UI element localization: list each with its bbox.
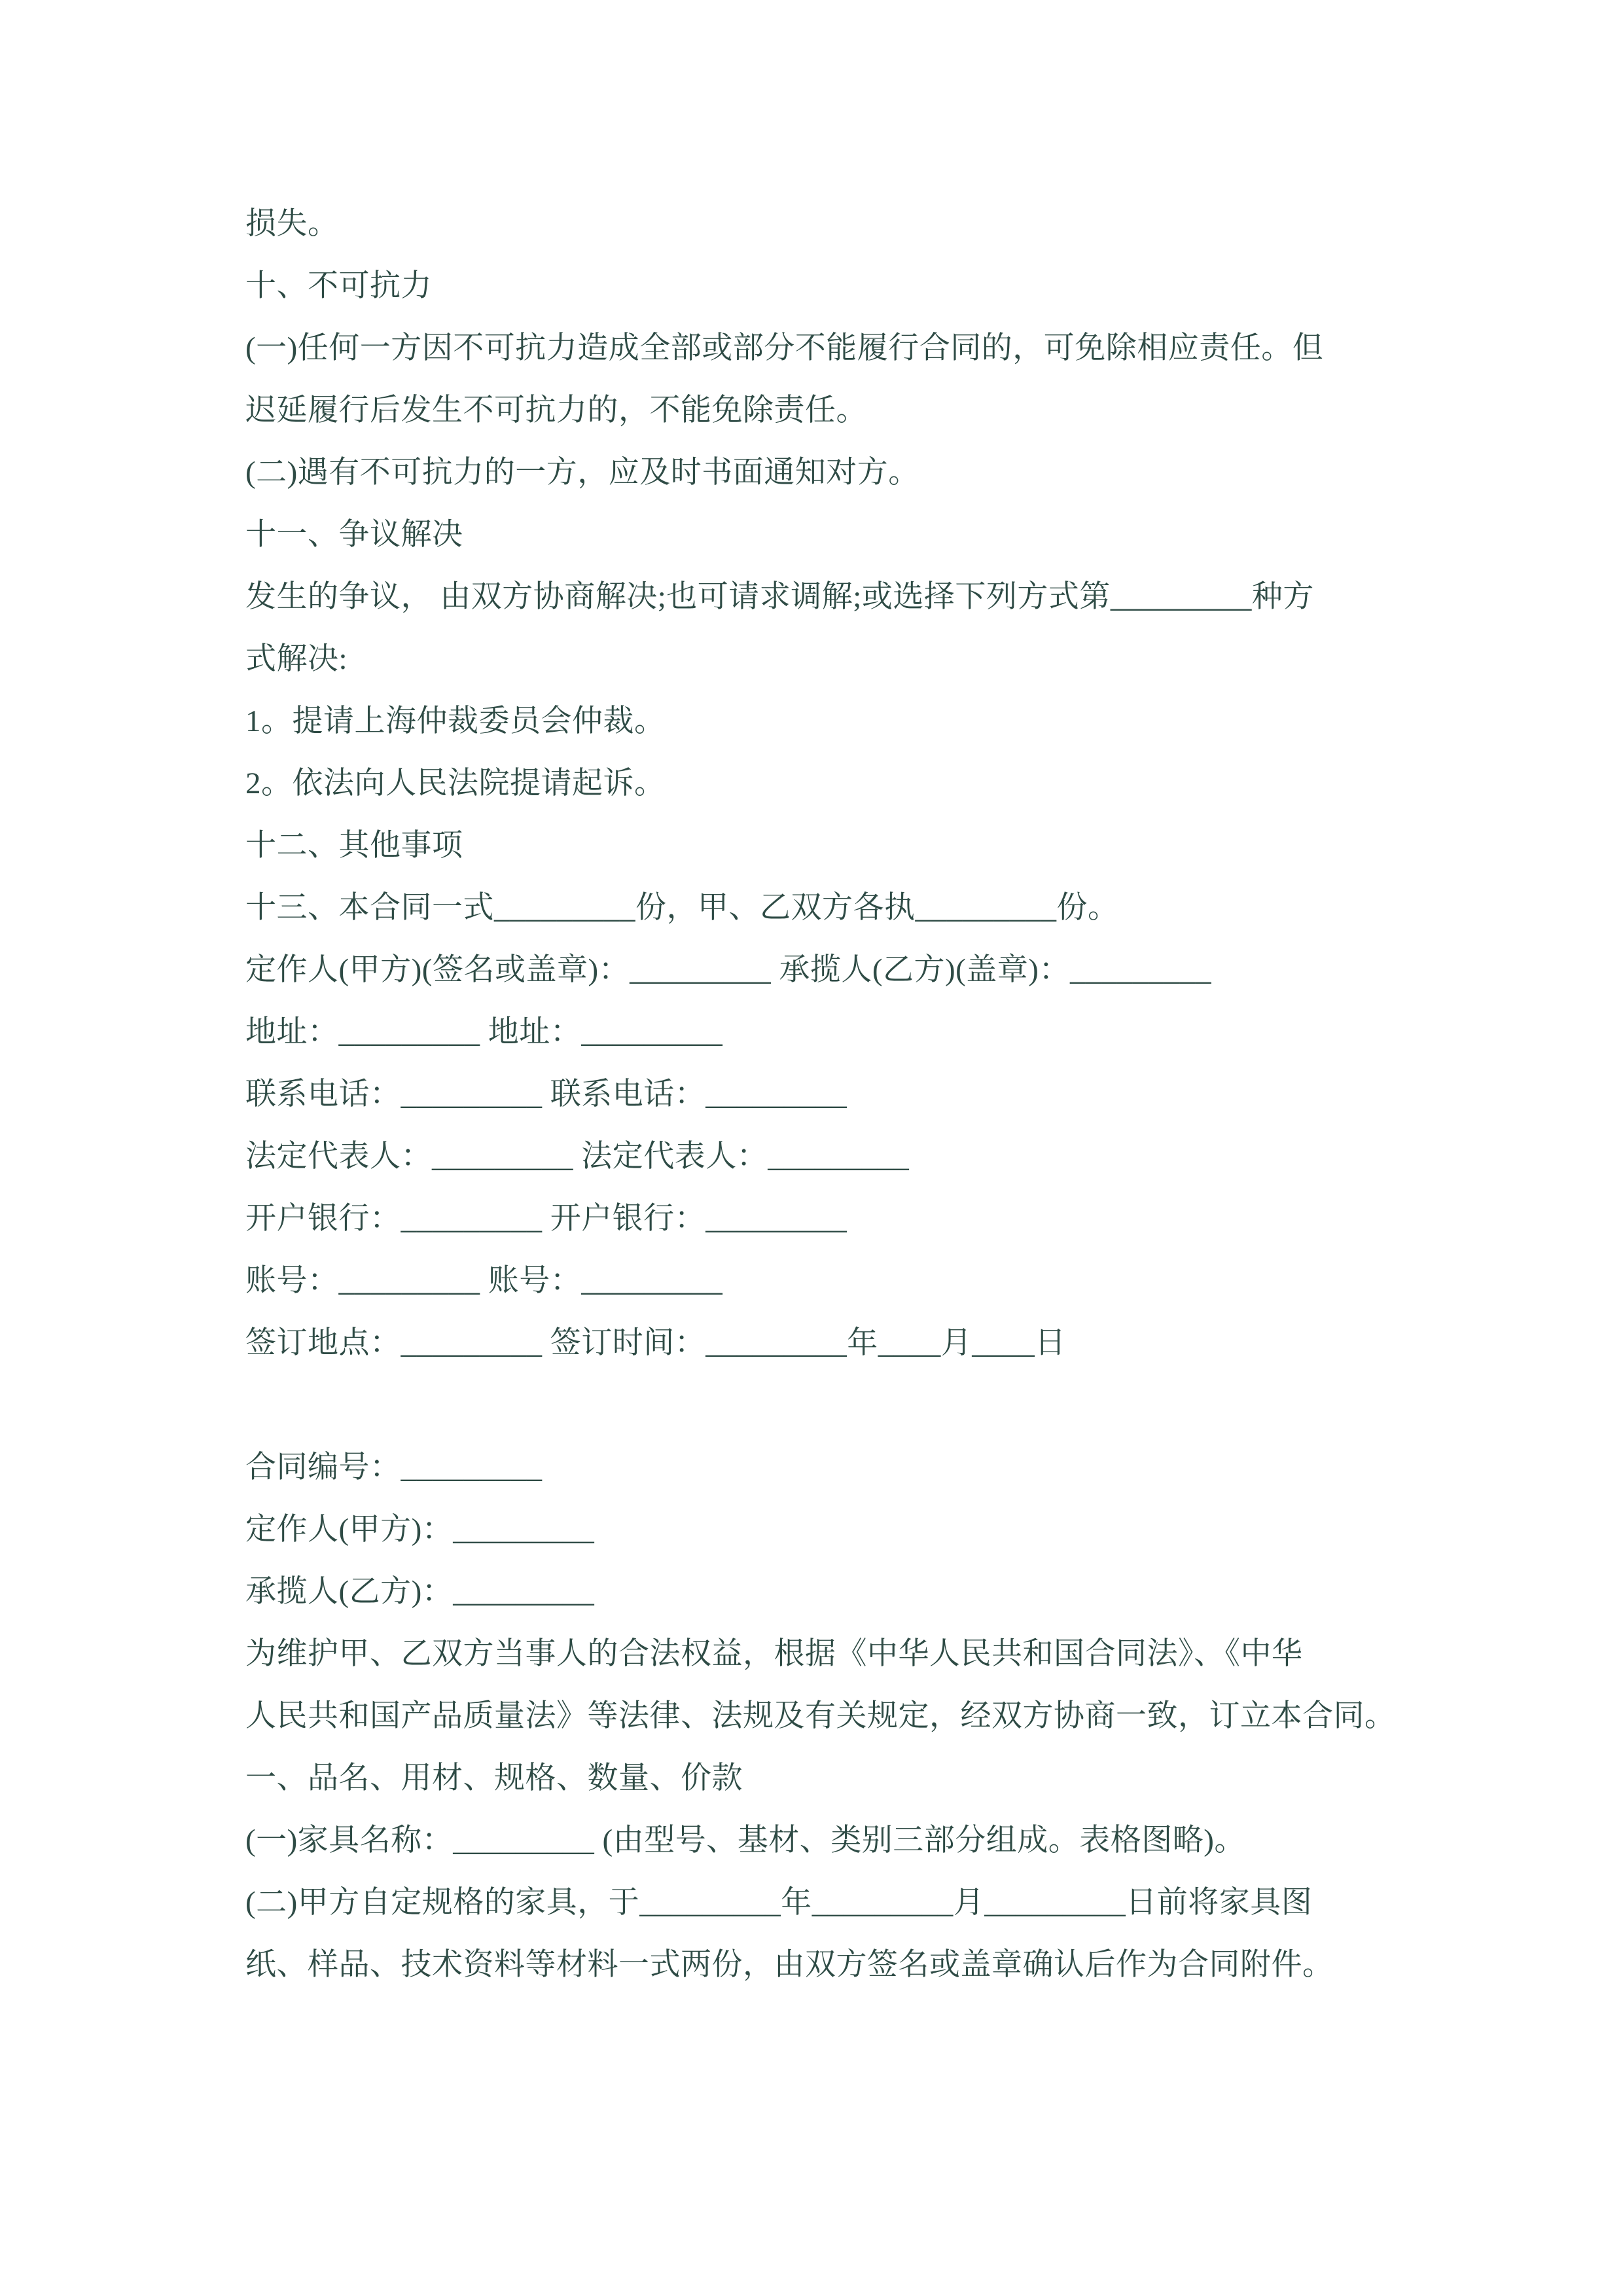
section-heading-item-details: 一、品名、用材、规格、数量、价款 [245, 1761, 743, 1795]
party-b-line: 承揽人(乙方)：_________ [245, 1575, 595, 1609]
party-a-line: 定作人(甲方)：_________ [245, 1513, 595, 1547]
preamble-line: 人民共和国产品质量法》等法律、法规及有关规定，经双方协商一致，订立本合同。 [245, 1699, 1396, 1733]
section-heading-other-matters: 十二、其他事项 [245, 829, 463, 863]
bank-line: 开户银行：_________ 开户银行：_________ [245, 1202, 847, 1236]
preamble-line: 为维护甲、乙双方当事人的合法权益，根据《中华人民共和国合同法》、《中华 [245, 1637, 1303, 1671]
list-item-court: 2。依法向人民法院提请起诉。 [245, 766, 666, 800]
list-item-arbitration: 1。提请上海仲裁委员会仲裁。 [245, 704, 666, 738]
paragraph-tail: 损失。 [245, 207, 339, 241]
legal-representative-line: 法定代表人：_________ 法定代表人：_________ [245, 1139, 910, 1174]
text-line: (一)任何一方因不可抗力造成全部或部分不能履行合同的，可免除相应责任。但 [245, 331, 1324, 365]
contract-number-line: 合同编号：_________ [245, 1450, 543, 1484]
account-line: 账号：_________ 账号：_________ [245, 1264, 723, 1298]
text-line: 迟延履行后发生不可抗力的，不能免除责任。 [245, 393, 867, 427]
blank-line-spacer [245, 1374, 1387, 1437]
text-line: 发生的争议， 由双方协商解决;也可请求调解;或选择下列方式第_________种方 [245, 580, 1314, 614]
text-line: 纸、样品、技术资料等材料一式两份，由双方签名或盖章确认后作为合同附件。 [245, 1948, 1334, 1982]
section-heading-force-majeure: 十、不可抗力 [245, 269, 432, 303]
text-line: (二)甲方自定规格的家具，于_________年_________月_________日前将家具图 [245, 1886, 1313, 1920]
text-line: (二)遇有不可抗力的一方，应及时书面通知对方。 [245, 456, 919, 490]
section-heading-copies: 十三、本合同一式_________份，甲、乙双方各执_________份。 [245, 891, 1119, 925]
address-line: 地址：_________ 地址：_________ [245, 1015, 723, 1049]
signing-place-time-line: 签订地点：_________ 签订时间：_________年____月____日 [245, 1326, 1066, 1360]
signature-line-parties: 定作人(甲方)(签名或盖章)：_________ 承揽人(乙方)(盖章)：_________ [245, 953, 1211, 987]
furniture-name-line: (一)家具名称：_________ (由型号、基材、类别三部分组成。表格图略)。 [245, 1823, 1245, 1857]
phone-line: 联系电话：_________ 联系电话：_________ [245, 1077, 847, 1111]
text-line: 式解决: [245, 642, 348, 676]
section-heading-dispute-resolution: 十一、争议解决 [245, 518, 463, 552]
